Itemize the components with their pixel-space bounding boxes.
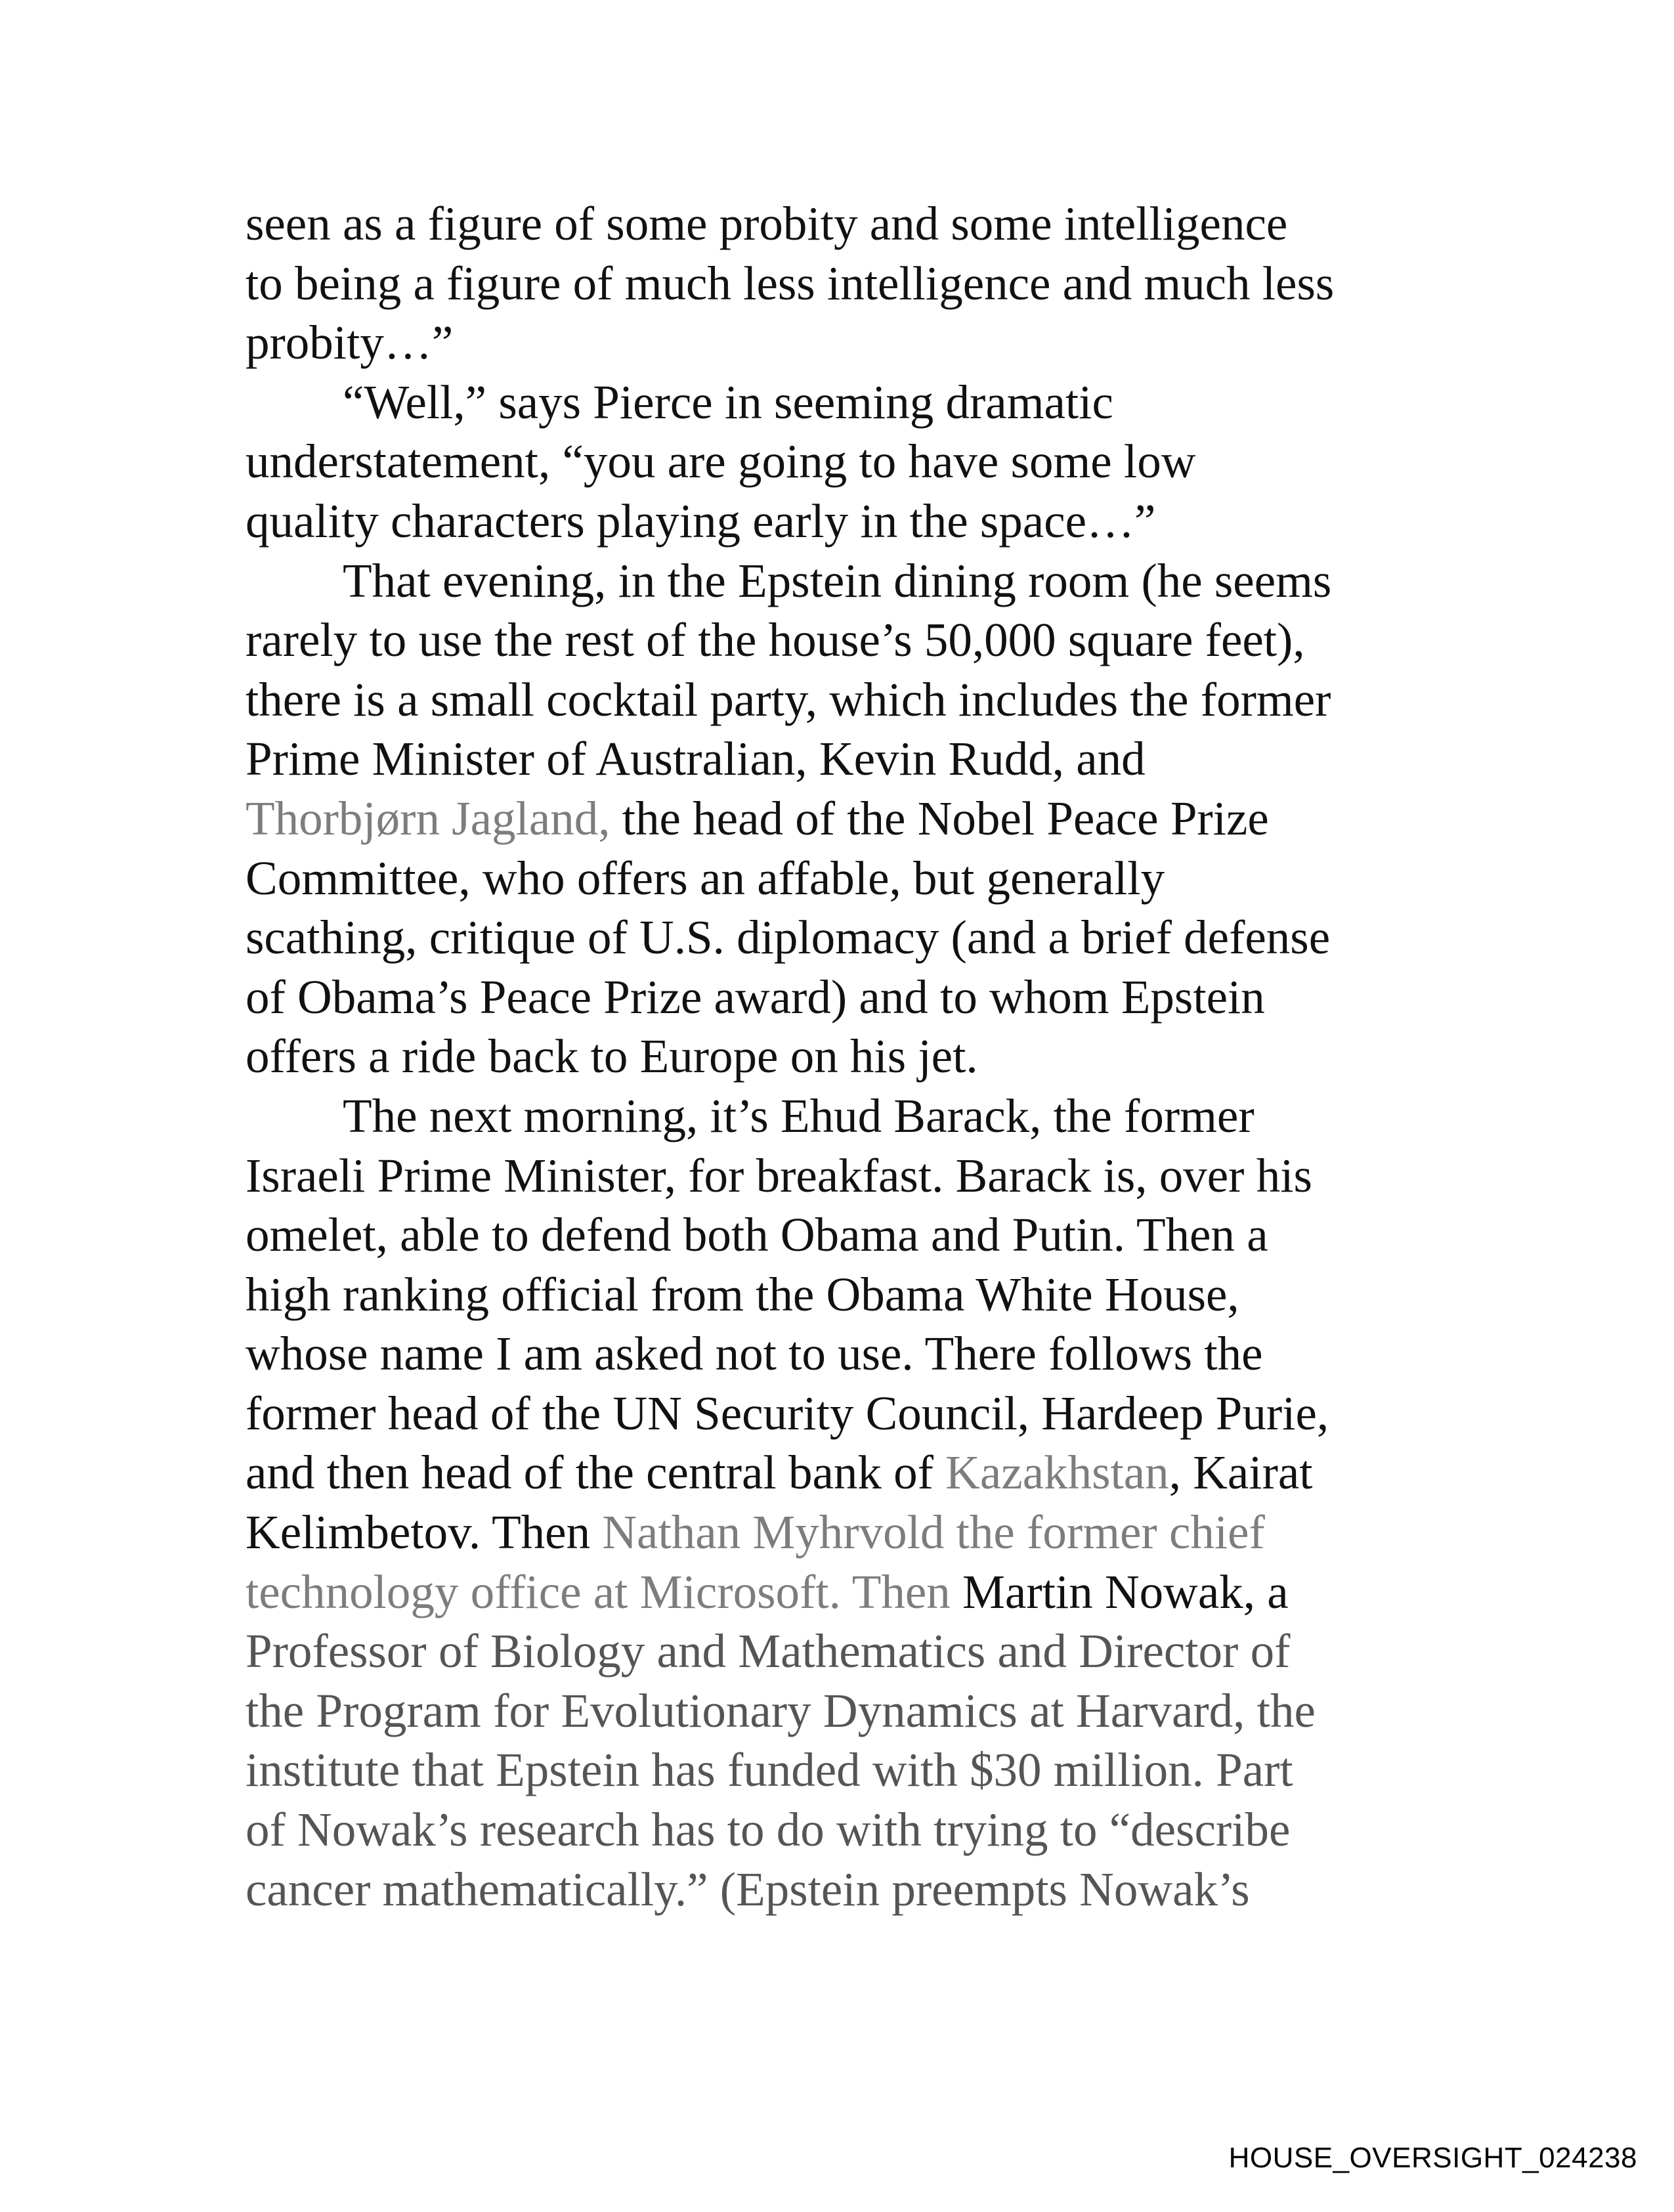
text-segment: the Program for Evolutionary Dynamics at Harvard, the xyxy=(246,1683,1316,1737)
text-segment: probity…” xyxy=(246,316,454,370)
text-segment: The next morning, it’s Ehud Barack, the former xyxy=(343,1089,1255,1142)
text-segment: rarely to use the rest of the house’s 50,000 square feet), xyxy=(246,613,1305,667)
text-segment: former head of the UN Security Council, Hardeep Purie, xyxy=(246,1386,1329,1440)
text-line xyxy=(246,968,1453,1028)
text-line xyxy=(246,1087,1453,1146)
text-line xyxy=(246,789,1453,849)
text-line xyxy=(246,1265,1453,1325)
text-segment: Kelimbetov. Then xyxy=(246,1506,603,1559)
text-line xyxy=(246,1503,1453,1563)
text-segment: technology office at Microsoft. Then xyxy=(246,1565,963,1618)
text-line xyxy=(246,1205,1453,1265)
text-segment: institute that Epstein has funded with $30 million. Part xyxy=(246,1743,1293,1797)
text-segment: Prime Minister of Australian, Kevin Rudd, and xyxy=(246,732,1146,786)
text-segment: cancer mathematically.” (Epstein preempts Nowak’s xyxy=(246,1862,1250,1916)
text-segment: Thorbjørn Jagland, xyxy=(246,791,611,845)
text-segment: of Obama’s Peace Prize award) and to whom Epstein xyxy=(246,970,1265,1024)
text-line xyxy=(246,254,1453,314)
text-segment: high ranking official from the Obama White House, xyxy=(246,1267,1239,1321)
text-segment: of Nowak’s research has to do with trying to “describe xyxy=(246,1803,1291,1857)
text-segment: “Well,” says Pierce in seeming dramatic xyxy=(343,375,1113,429)
text-line xyxy=(246,1741,1453,1800)
text-line xyxy=(246,1443,1453,1503)
bates-stamp: HOUSE_OVERSIGHT_024238 xyxy=(1228,2142,1637,2174)
text-line xyxy=(246,1622,1453,1681)
text-segment: omelet, able to defend both Obama and Putin. Then a xyxy=(246,1208,1268,1262)
text-segment: , Kairat xyxy=(1169,1446,1313,1500)
text-line xyxy=(246,611,1453,670)
text-segment: there is a small cocktail party, which includes the former xyxy=(246,672,1331,726)
text-segment: Professor of Biology and Mathematics and Director of xyxy=(246,1624,1291,1678)
text-line xyxy=(246,1800,1453,1860)
text-line xyxy=(246,1563,1453,1622)
text-segment: Israeli Prime Minister, for breakfast. Barack is, over his xyxy=(246,1148,1312,1202)
text-segment: That evening, in the Epstein dining room (he seems xyxy=(343,553,1332,607)
text-line xyxy=(246,908,1453,968)
text-line xyxy=(246,849,1453,909)
body-text xyxy=(246,194,1453,1919)
text-segment: seen as a figure of some probity and some intelligence xyxy=(246,197,1288,250)
text-line xyxy=(246,1860,1453,1920)
text-segment: Martin Nowak, a xyxy=(962,1565,1289,1618)
text-line xyxy=(246,729,1453,789)
text-line xyxy=(246,670,1453,730)
text-line xyxy=(246,1146,1453,1206)
text-line xyxy=(246,1027,1453,1087)
text-segment: Kazakhstan xyxy=(945,1446,1169,1500)
text-segment: Nathan Myhrvold the former chief xyxy=(602,1506,1265,1559)
text-segment: to being a figure of much less intelligence and much less xyxy=(246,256,1335,310)
text-line xyxy=(246,1324,1453,1384)
text-segment: Committee, who offers an affable, but generally xyxy=(246,851,1165,905)
text-segment: and then head of the central bank of xyxy=(246,1446,946,1500)
text-segment: the head of the Nobel Peace Prize xyxy=(610,791,1269,845)
text-line xyxy=(246,1681,1453,1741)
text-line xyxy=(246,313,1453,373)
text-line xyxy=(246,432,1453,492)
text-segment: understatement, “you are going to have some low xyxy=(246,435,1196,488)
text-line xyxy=(246,552,1453,611)
text-line xyxy=(246,492,1453,552)
text-line xyxy=(246,194,1453,254)
text-segment: scathing, critique of U.S. diplomacy (and a brief defense xyxy=(246,911,1331,965)
text-segment: quality characters playing early in the space…” xyxy=(246,494,1156,548)
text-line xyxy=(246,373,1453,433)
text-segment: offers a ride back to Europe on his jet. xyxy=(246,1030,978,1083)
text-line xyxy=(246,1384,1453,1444)
text-segment: whose name I am asked not to use. There follows the xyxy=(246,1327,1263,1381)
